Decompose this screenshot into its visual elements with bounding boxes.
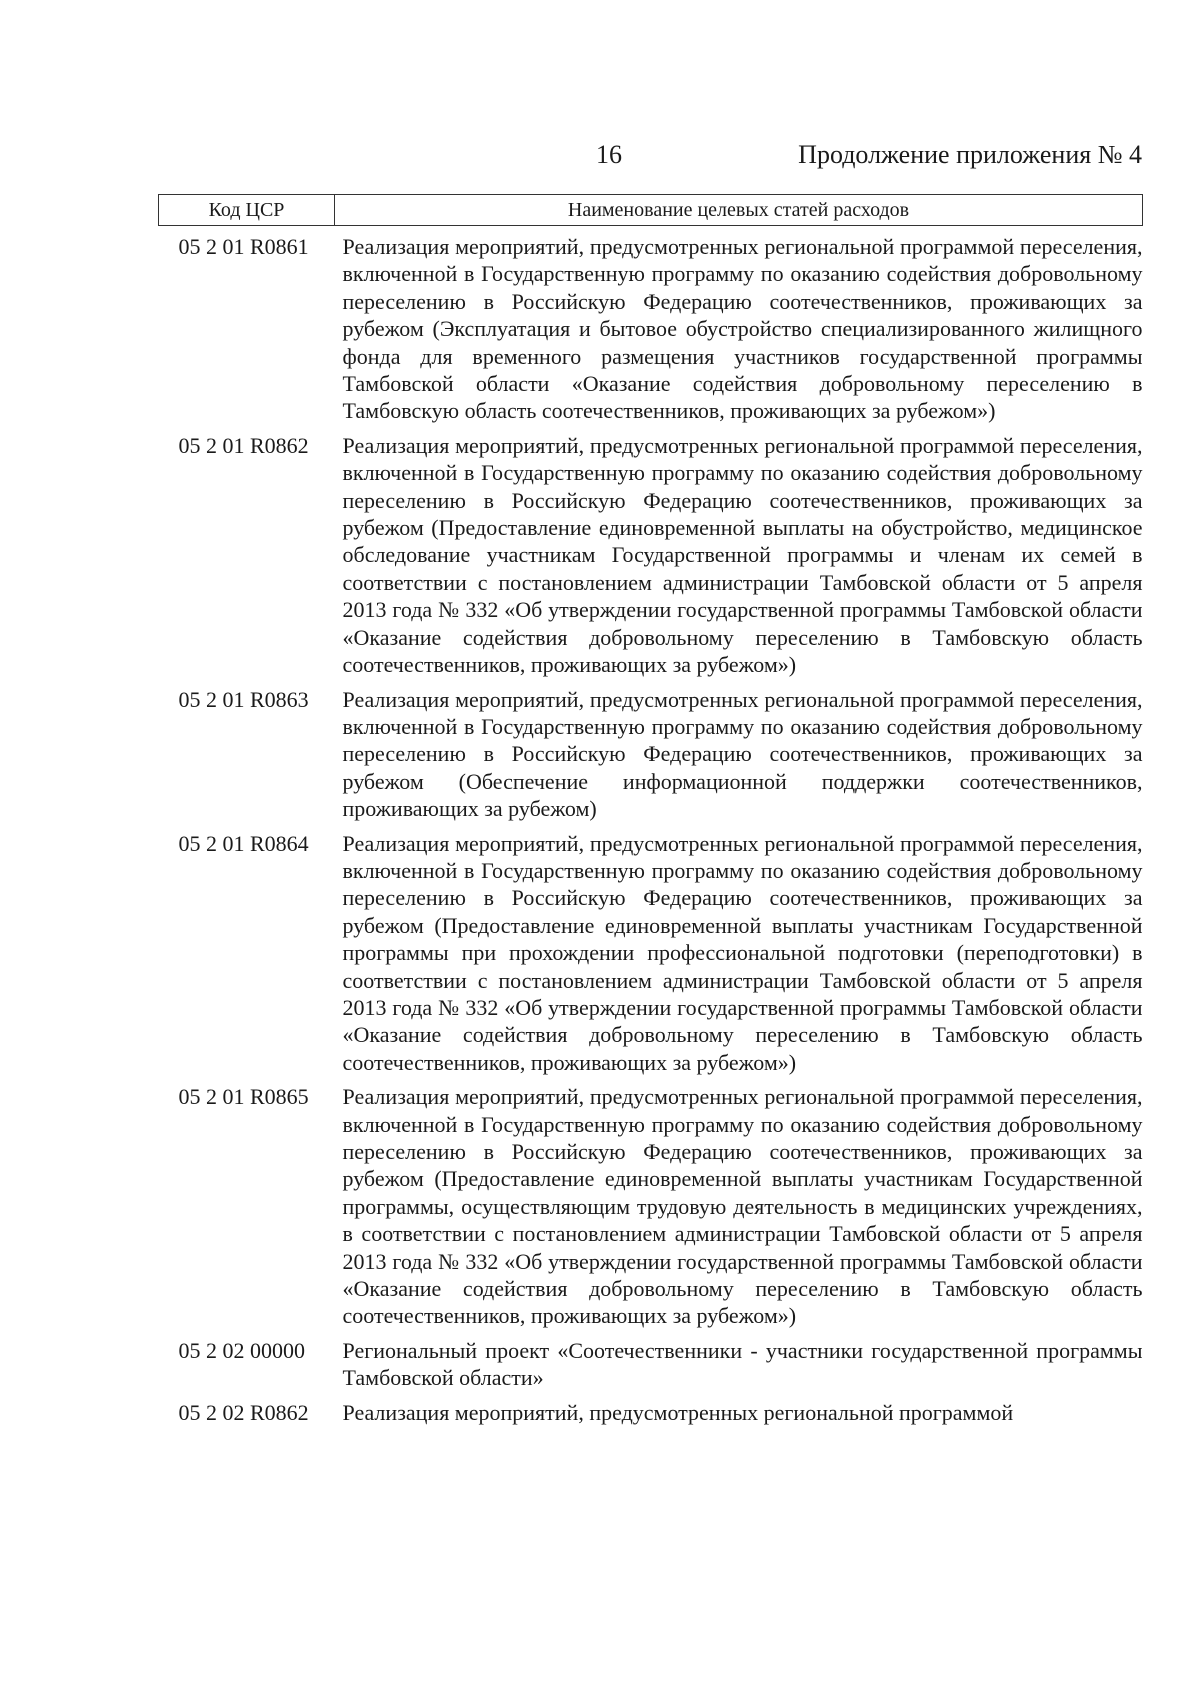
row-name: Реализация мероприятий, предусмотренных региональной программой переселения, включенной в Государственную программу по оказанию содействия добровольному переселению в Российскую Федерацию соотечественников, проживающих за рубежом (Предоставление единовременной выплаты на обустройство, медицинское обследование участникам Государственной программы и членам их семей в соответствии с постановлением администрации Тамбовской области от 5 апреля 2013 года № 332 «Об утверждении государственной программы Тамбовской области «Оказание содействия добровольному переселению в Тамбовскую область соотечественников, проживающих за рубежом») xyxy=(342,432,1143,678)
row-name: Реализация мероприятий, предусмотренных региональной программой переселения, включенной в Государственную программу по оказанию содействия добровольному переселению в Российскую Федерацию соотечественников, проживающих за рубежом (Предоставление единовременной выплаты участникам Государственной программы при прохождении профессиональной подготовки (переподготовки) в соответствии с постановлением администрации Тамбовской области от 5 апреля 2013 года № 332 «Об утверждении государственной программы Тамбовской области «Оказание содействия добровольному переселению в Тамбовскую область соотечественников, проживающих за рубежом») xyxy=(342,830,1143,1075)
appendix-continuation-title: Продолжение приложения № 4 xyxy=(798,140,1142,169)
row-name: Реализация мероприятий, предусмотренных региональной программой переселения, включенной в Государственную программу по оказанию содействия добровольному переселению в Российскую Федерацию соотечественников, проживающих за рубежом (Обеспечение информационной поддержки соотечественников, проживающих за рубежом) xyxy=(342,686,1143,822)
table-row xyxy=(159,1392,1143,1426)
row-code: 05 2 01 R0862 xyxy=(178,432,309,458)
page-number: 16 xyxy=(596,140,622,169)
table-row xyxy=(159,679,1143,823)
table-row xyxy=(159,425,1143,679)
table-row xyxy=(159,1076,1143,1330)
column-header-name: Наименование целевых статей расходов xyxy=(335,195,1143,226)
row-code: 05 2 01 R0863 xyxy=(178,686,309,712)
row-code: 05 2 01 R0864 xyxy=(178,830,309,856)
column-header-code: Код ЦСР xyxy=(159,195,335,226)
row-code: 05 2 01 R0865 xyxy=(178,1084,309,1110)
page-header xyxy=(158,140,1142,180)
table-row xyxy=(159,226,1143,425)
table-header-row xyxy=(159,195,1143,226)
row-name: Реализация мероприятий, предусмотренных региональной программой переселения, включенной в Государственную программу по оказанию содействия добровольному переселению в Российскую Федерацию соотечественников, проживающих за рубежом (Предоставление единовременной выплаты участникам Государственной программы, осуществляющим трудовую деятельность в медицинских учреждениях, в соответствии с постановлением администрации Тамбовской области от 5 апреля 2013 года № 332 «Об утверждении государственной программы Тамбовской области «Оказание содействия добровольному переселению в Тамбовскую область соотечественников, проживающих за рубежом») xyxy=(342,1084,1143,1329)
row-code: 05 2 01 R0861 xyxy=(178,234,309,259)
table-row xyxy=(159,823,1143,1077)
row-name: Реализация мероприятий, предусмотренных региональной программой переселения, включенной в Государственную программу по оказанию содействия добровольному переселению в Российскую Федерацию соотечественников, проживающих за рубежом (Эксплуатация и бытовое обустройство специализированного жилищного фонда для временного размещения участников государственной программы Тамбовской области «Оказание содействия добровольному переселению в Тамбовскую область соотечественников, проживающих за рубежом») xyxy=(342,234,1143,424)
expense-codes-table xyxy=(158,194,1143,1426)
row-code: 05 2 02 R0862 xyxy=(178,1399,309,1425)
row-code: 05 2 02 00000 xyxy=(178,1337,305,1363)
row-name: Реализация мероприятий, предусмотренных региональной программой xyxy=(342,1399,1014,1425)
row-name: Региональный проект «Соотечественники - участники государственной программы Тамбовской области» xyxy=(342,1337,1143,1391)
table-row xyxy=(159,1330,1143,1392)
